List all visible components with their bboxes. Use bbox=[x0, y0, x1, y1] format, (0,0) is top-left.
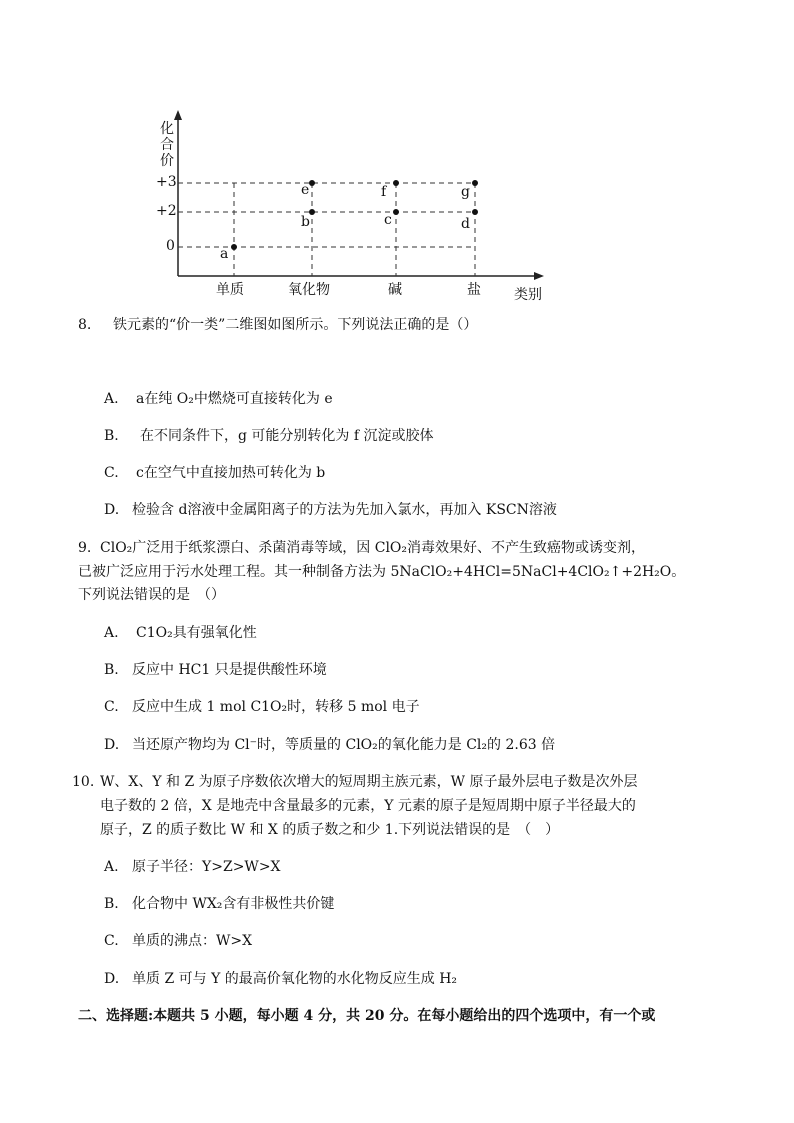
q8-option-c: c在空气中直接加热可转化为 b bbox=[136, 465, 326, 481]
q10-option-d-letter: D. bbox=[104, 971, 120, 987]
x-axis-arrow bbox=[534, 272, 544, 280]
point-e bbox=[309, 180, 315, 186]
q9-option-b-letter: B. bbox=[104, 662, 119, 678]
q9-number: 9. bbox=[78, 540, 92, 556]
y-tick-plus3: +3 bbox=[156, 174, 177, 190]
q9-line-1: ClO₂广泛用于纸浆漂白、杀菌消毒等域，因 ClO₂消毒效果好、不产生致癌物或诱变剂， bbox=[100, 540, 646, 556]
q10-option-b: 化合物中 WX₂含有非极性共价键 bbox=[132, 896, 335, 912]
y-axis-title-1: 化 bbox=[160, 121, 174, 137]
point-d bbox=[472, 209, 478, 215]
point-f bbox=[393, 180, 399, 186]
valence-class-diagram bbox=[150, 108, 550, 308]
point-g bbox=[472, 180, 478, 186]
q8-number: 8. bbox=[78, 317, 92, 333]
q9-option-c: 反应中生成 1 mol C1O₂时，转移 5 mol 电子 bbox=[132, 699, 420, 715]
q8-option-b: 在不同条件下，g 可能分别转化为 f 沉淀或胶体 bbox=[140, 428, 434, 444]
q10-option-a-letter: A. bbox=[104, 859, 119, 875]
point-a bbox=[231, 244, 237, 250]
q9-line-3: 下列说法错误的是 （） bbox=[78, 587, 225, 603]
x-category-salt: 盐 bbox=[467, 282, 481, 298]
q10-option-d: 单质 Z 可与 Y 的最高价氧化物的水化物反应生成 H₂ bbox=[132, 971, 458, 987]
x-category-elemental: 单质 bbox=[216, 282, 244, 298]
q8-option-d: 检验含 d溶液中金属阳离子的方法为先加入氯水，再加入 KSCN溶液 bbox=[132, 502, 557, 518]
point-c bbox=[393, 209, 399, 215]
y-tick-plus2: +2 bbox=[156, 203, 177, 219]
q9-option-a: C1O₂具有强氧化性 bbox=[136, 625, 257, 641]
section-two-heading: 二、选择题:本题共 5 小题，每小题 4 分，共 20 分。在每小题给出的四个选项中，有一个或 bbox=[78, 1008, 656, 1024]
q9-option-d-letter: D. bbox=[104, 737, 120, 753]
label-f: f bbox=[381, 184, 387, 200]
q10-option-b-letter: B. bbox=[104, 896, 119, 912]
q9-option-d: 当还原产物均为 Cl⁻时，等质量的 ClO₂的氧化能力是 Cl₂的 2.63 倍 bbox=[132, 737, 556, 753]
q8-option-a-letter: A. bbox=[104, 391, 119, 407]
q10-line-3: 原子，Z 的质子数比 W 和 X 的质子数之和少 1.下列说法错误的是 （ ） bbox=[100, 822, 560, 838]
y-axis-title-2: 合 bbox=[160, 137, 174, 153]
label-c: c bbox=[384, 212, 392, 228]
q10-number: 10. bbox=[72, 774, 95, 790]
q8-option-c-letter: C. bbox=[104, 465, 119, 481]
q10-option-c-letter: C. bbox=[104, 933, 119, 949]
diagram-svg bbox=[150, 108, 550, 308]
y-axis-title-3: 价 bbox=[160, 153, 174, 169]
q10-option-c: 单质的沸点：W>X bbox=[132, 933, 253, 949]
label-b: b bbox=[301, 214, 310, 230]
q8-option-d-letter: D. bbox=[104, 502, 120, 518]
x-category-oxide: 氧化物 bbox=[288, 282, 330, 298]
q8-option-a: a在纯 O₂中燃烧可直接转化为 e bbox=[136, 391, 333, 407]
y-axis-arrow bbox=[174, 110, 182, 120]
x-axis-title: 类别 bbox=[514, 287, 542, 303]
q10-line-1: W、X、Y 和 Z 为原子序数依次增大的短周期主族元素，W 原子最外层电子数是次外层 bbox=[100, 774, 638, 790]
q9-option-b: 反应中 HC1 只是提供酸性环境 bbox=[132, 662, 327, 678]
label-e: e bbox=[301, 182, 310, 198]
x-category-base: 碱 bbox=[388, 282, 402, 298]
q9-option-a-letter: A. bbox=[104, 625, 119, 641]
q9-line-2: 已被广泛应用于污水处理工程。其一种制备方法为 5NaClO₂+4HCl=5NaCl+4ClO₂↑+2H₂O。 bbox=[78, 564, 686, 580]
label-g: g bbox=[461, 184, 470, 200]
label-d: d bbox=[461, 216, 470, 232]
q8-stem: 铁元素的“价一类”二维图如图所示。下列说法正确的是（） bbox=[113, 317, 478, 333]
q10-option-a: 原子半径：Y>Z>W>X bbox=[132, 859, 281, 875]
q9-option-c-letter: C. bbox=[104, 699, 119, 715]
q8-option-b-letter: B. bbox=[104, 428, 119, 444]
label-a: a bbox=[220, 246, 229, 262]
y-tick-zero: 0 bbox=[166, 238, 175, 254]
q10-line-2: 电子数的 2 倍，X 是地壳中含量最多的元素，Y 元素的原子是短周期中原子半径最大的 bbox=[100, 798, 636, 814]
